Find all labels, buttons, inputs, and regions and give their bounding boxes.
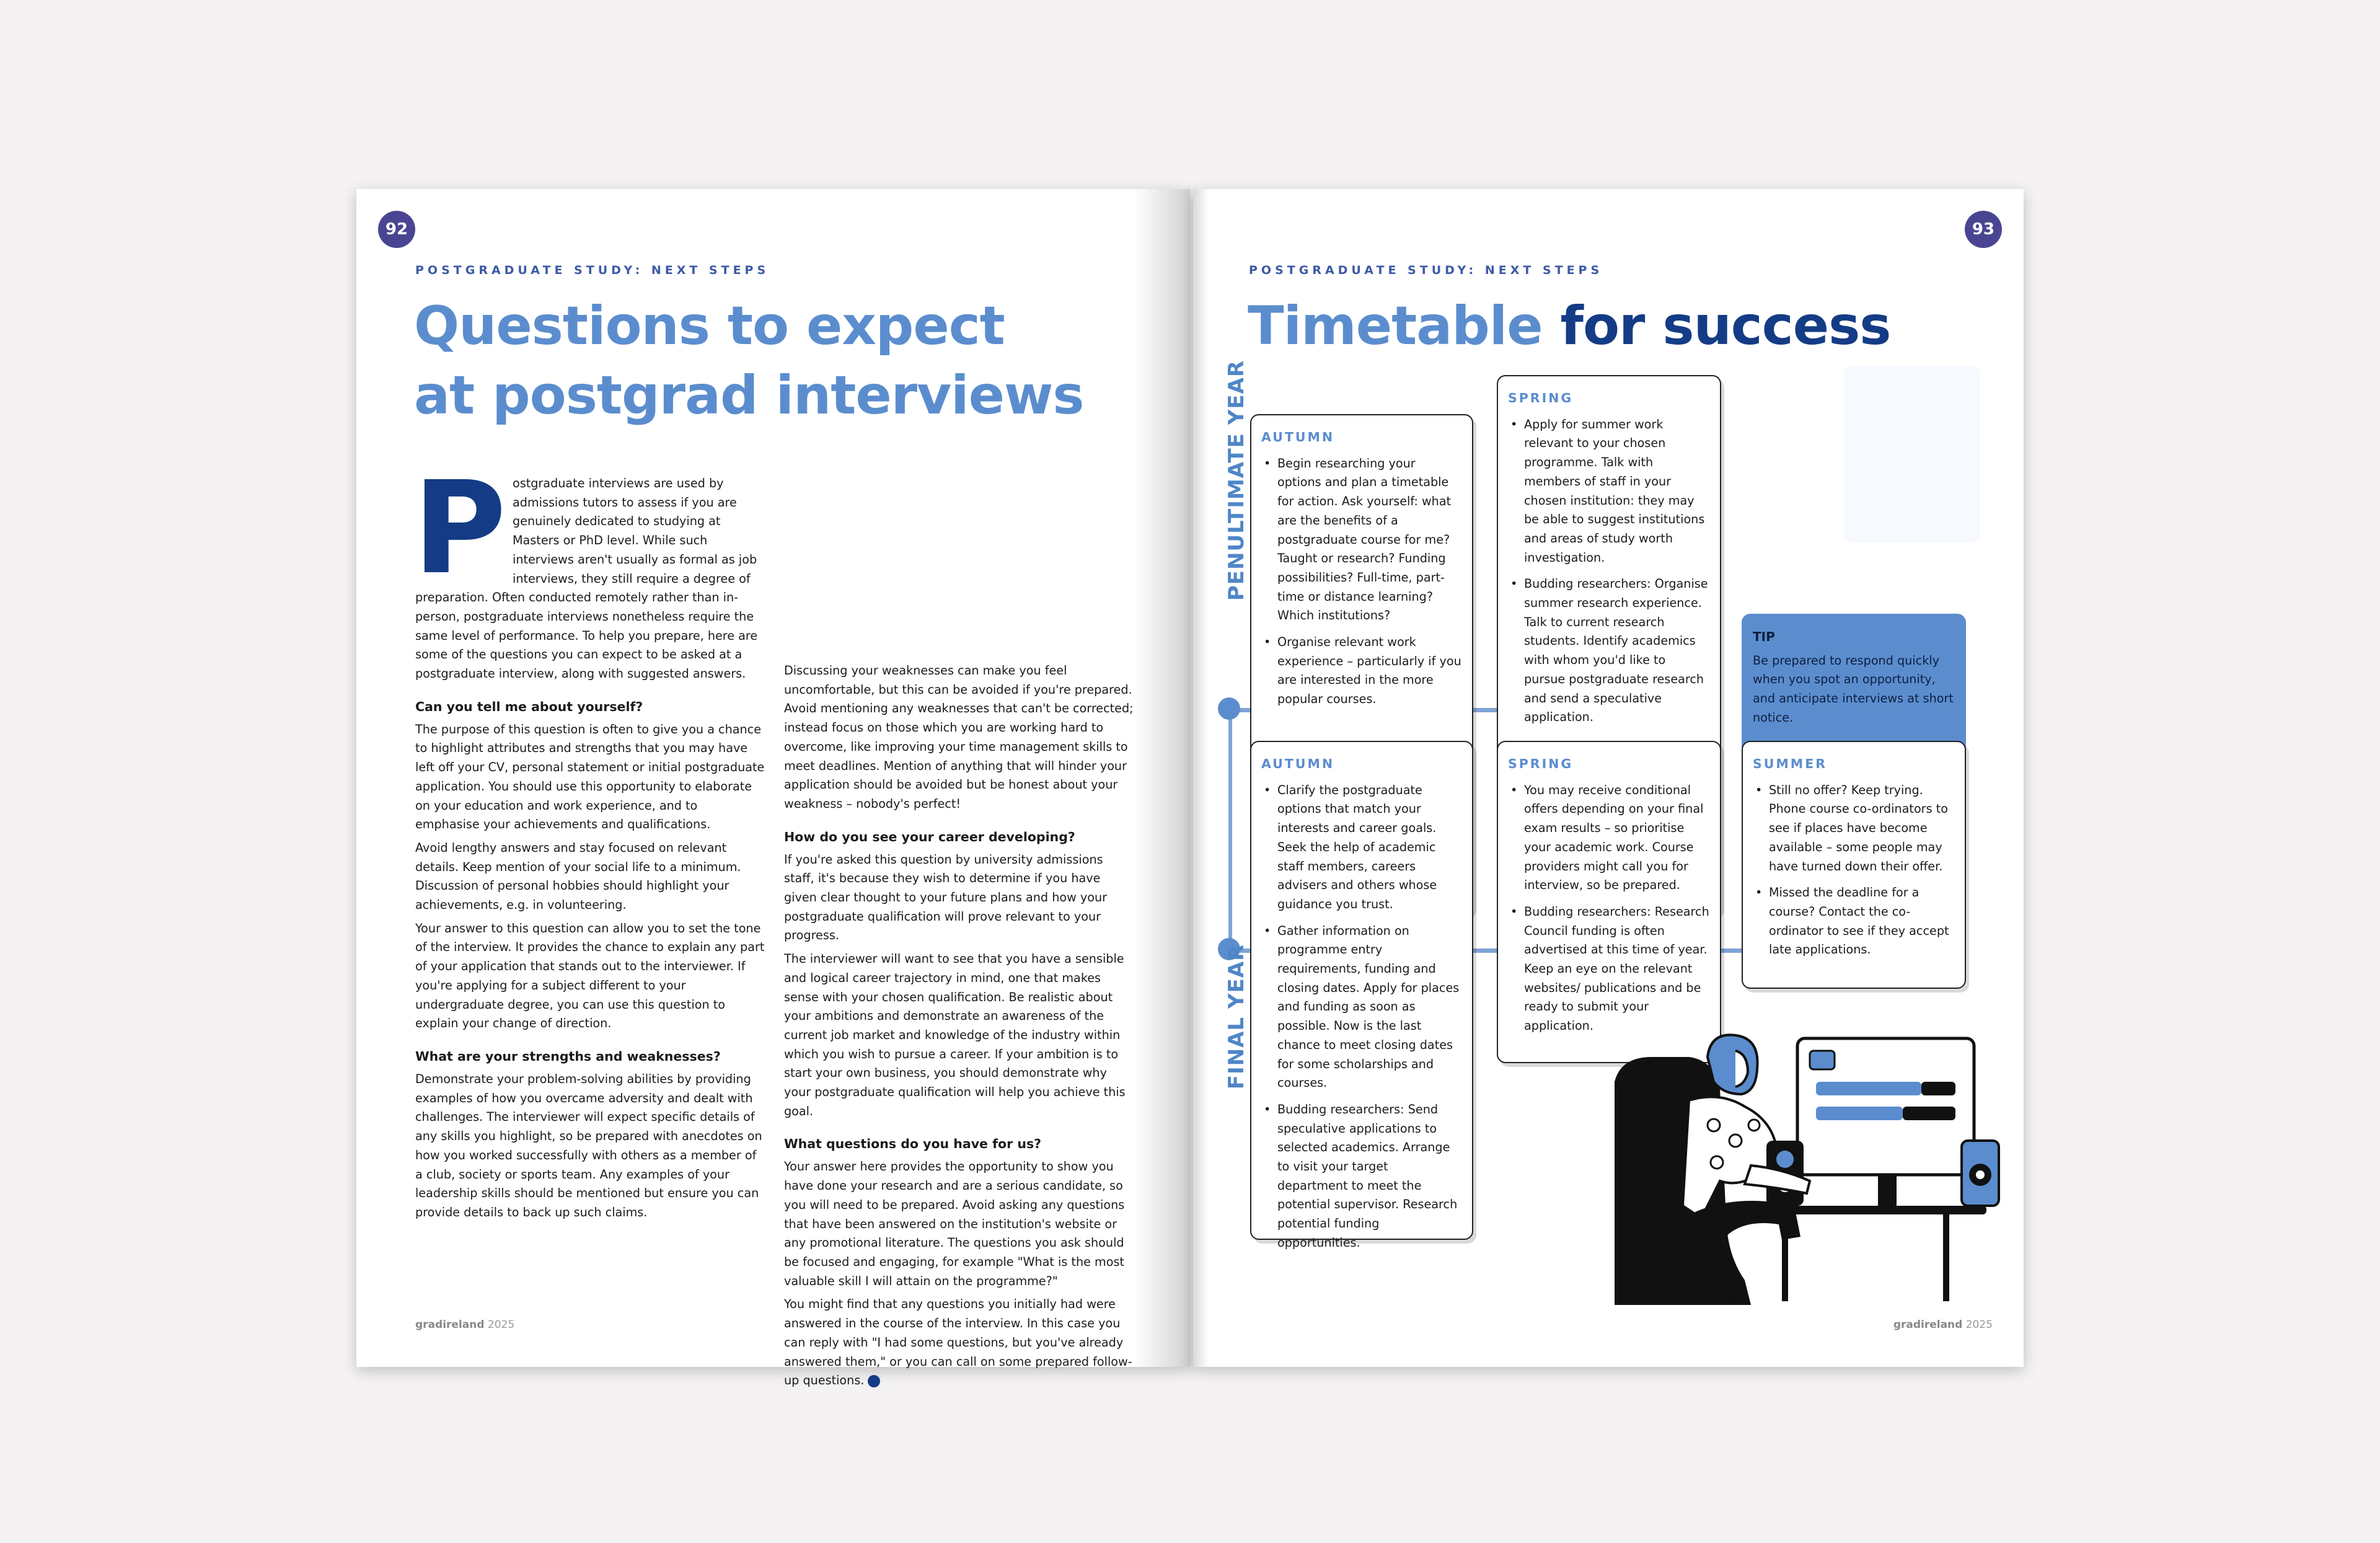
closing-text: You might find that any questions you initially had were answered in the course of the interview. In this case you can reply with "I had some questions, but you've already answered them," or you can call on some prepared follow-up questions. [784, 1297, 1132, 1388]
answer-paragraph: Your answer to this question can allow you to set the tone of the interview. It provides the chance to explain any part of your application that stands out to the interviewer. If you're applying for a subject different to your undergraduate degree, you can use this question to explain your change of direction. [415, 921, 765, 1031]
card-final-autumn [1250, 741, 1473, 1250]
tip-caption: TIP [1753, 629, 1775, 644]
illustration-person-at-computer [1596, 1032, 1993, 1317]
answer-paragraph: Demonstrate your problem-solving abilities by providing examples of how you overcame adversity and dealt with challenges. The interviewer will expect specific details of any skills you highlight, so be prepared with anecdotes on how you worked successfully with others as a member of a club, society or sports team. Any examples of your leadership skills should be mentioned but ensure you can provide details to back up such claims. [415, 1071, 762, 1219]
decorative-panel [1844, 366, 1980, 542]
card-item: • Still no offer? Keep trying. Phone course co-ordinators to see if places have become available – some people may have turned down their offer. [1769, 781, 1955, 877]
right-page [1193, 189, 2024, 1367]
gutter-shadow [1134, 189, 1190, 1367]
timeline-node [1218, 697, 1240, 720]
answer-paragraph: The purpose of this question is often to give you a chance to highlight attributes and strengths that you may have left off your CV, personal statement or initial postgraduate application. You should use this opportunity to elaborate on your education and work experience, and to emphasise your achievements and qualifications. [415, 722, 765, 832]
question-heading-3: How do you see your career developing? [784, 829, 1075, 844]
drop-cap: P [413, 454, 506, 603]
answer-paragraph: Your answer here provides the opportunity to show you have done your research and are a serious candidate, so you will need to be prepared. Avoid asking any questions that have been answered on the institution's website or any promotional literature. The questions you ask should be focused and engaging, for example "What is the most valuable skill I will attain on the programme?" [784, 1159, 1125, 1288]
gutter-shadow [1193, 189, 1209, 1367]
footer [1893, 1319, 1993, 1331]
title-line-2: at postgrad interviews [414, 365, 1084, 427]
title-light-part: Timetable [1248, 295, 1543, 357]
tip-text: Be prepared to respond quickly when you spot an opportunity, and anticipate interviews at short notice. [1753, 653, 1954, 725]
answer-paragraph: Avoid lengthy answers and stay focused on relevant details. Keep mention of your social life to a minimum. Discussion of personal hobbies should highlight your achievements, e.g. in volunteering. [415, 840, 741, 913]
page-number-badge: 93 [1965, 211, 2002, 248]
card-caption: AUTUMN [1261, 430, 1335, 444]
answer-paragraph: If you're asked this question by university admissions staff, it's because they wish to determine if you have given clear thought to your future plans and how your postgraduate qualification will prove relevant to your progress. [784, 852, 1108, 943]
card-item: • Clarify the postgraduate options that match your interests and career goals. Seek the help of academic staff members, careers advisers and others whose guidance you trust. [1277, 781, 1462, 914]
card-item: • Apply for summer work relevant to your chosen programme. Talk with members of staff in your chosen institution: they may be able to suggest institutions and areas of study worth investigation. [1524, 415, 1710, 568]
card-item: • Missed the deadline for a course? Contact the co-ordinator to see if they accept late applications. [1769, 883, 1955, 960]
footer [415, 1319, 514, 1331]
title-dark-part: for success [1560, 295, 1891, 357]
card-item: • Budding researchers: Send speculative applications to selected academics. Arrange to visit your target department to meet the potential supervisor. Research potential funding opportunities. [1277, 1100, 1462, 1253]
timeline-vertical [1228, 710, 1232, 952]
left-page [356, 189, 1190, 1388]
final-year-label: FINAL YEAR [1224, 944, 1249, 1090]
card-final-summer [1742, 741, 1966, 989]
page-title [1248, 291, 1890, 361]
page-title [414, 291, 1084, 430]
footer-year: 2025 [1965, 1319, 1993, 1331]
title-line-1: Questions to expect [414, 295, 1005, 357]
question-heading-1: Can you tell me about yourself? [415, 699, 643, 714]
answer-paragraph [784, 1295, 1134, 1390]
question-heading-2: What are your strengths and weaknesses? [415, 1048, 721, 1064]
footer-brand: gradireland [1893, 1319, 1963, 1331]
intro-text: ostgraduate interviews are used by admissions tutors to assess if you are genuinely dedicated to studying at Masters or PhD level. While such interviews aren't usually as formal as job interviews, they still require a degree of preparation. Often conducted remotely rather than in-person, postgraduate interviews nonetheless require the same level of performance. To help you prepare, here are some of the questions you can expect to be asked at a postgraduate interview, along with suggested answers. [415, 476, 758, 681]
card-item: • You may receive conditional offers depending on your final exam results – so prioritise your academic work. Course providers might call you for interview, so be prepared. [1524, 781, 1710, 895]
card-caption: SPRING [1508, 756, 1574, 771]
article-column-2 [784, 661, 1134, 1395]
card-caption: SPRING [1508, 391, 1574, 405]
question-heading-4: What questions do you have for us? [784, 1136, 1042, 1152]
card-item: • Begin researching your options and plan a timetable for action. Ask yourself: what are the benefits of a postgraduate course for me? Taught or research? Funding possibilities? Full-time, part-time or distance learning? Which institutions? [1277, 454, 1462, 626]
section-kicker: POSTGRADUATE STUDY: NEXT STEPS [415, 263, 770, 277]
card-item: • Organise relevant work experience – particularly if you are interested in the more popular courses. [1277, 633, 1462, 709]
article-column-1 [413, 454, 765, 1227]
card-caption: SUMMER [1753, 756, 1827, 771]
card-item: • Budding researchers: Organise summer research experience. Talk to current research students. Identify academics with whom you'd like to pursue postgraduate research and send a speculative application. [1524, 575, 1710, 727]
footer-year: 2025 [487, 1319, 515, 1331]
penultimate-year-label: PENULTIMATE YEAR [1224, 360, 1249, 601]
page-number-badge: 92 [378, 211, 415, 248]
card-final-spring [1497, 741, 1721, 1063]
section-kicker: POSTGRADUATE STUDY: NEXT STEPS [1249, 263, 1603, 277]
card-item: • Gather information on programme entry requirements, funding and closing dates. Apply for places and funding as soon as possible. Now is the last chance to meet closing dates for some scholarships and courses. [1277, 922, 1462, 1093]
card-caption: AUTUMN [1261, 756, 1335, 771]
footer-brand: gradireland [415, 1319, 485, 1331]
card-item: • Budding researchers: Research Council funding is often advertised at this time of year. Keep an eye on the relevant websites/ publications and be ready to submit your application. [1524, 903, 1710, 1036]
answer-paragraph: The interviewer will want to see that you have a sensible and logical career trajectory in mind, one that makes sense with your chosen qualification. Be realistic about your ambitions and demonstrate an awareness of the current job market and knowledge of the industry within which you wish to pursue a career. If your ambition is to start your own business, you should demonstrate why your postgraduate qualification will help you achieve this goal. [784, 952, 1126, 1118]
end-mark-icon [868, 1375, 880, 1387]
answer-paragraph: Discussing your weaknesses can make you feel uncomfortable, but this can be avoided if you're prepared. Avoid mentioning any weaknesses that can't be corrected; instead focus on those which you are working hard to overcome, like improving your time management skills to meet deadlines. Mention of anything that will hinder your application should be avoided but be honest about your weakness – nobody's perfect! [784, 663, 1134, 811]
intro-paragraph [413, 454, 765, 684]
